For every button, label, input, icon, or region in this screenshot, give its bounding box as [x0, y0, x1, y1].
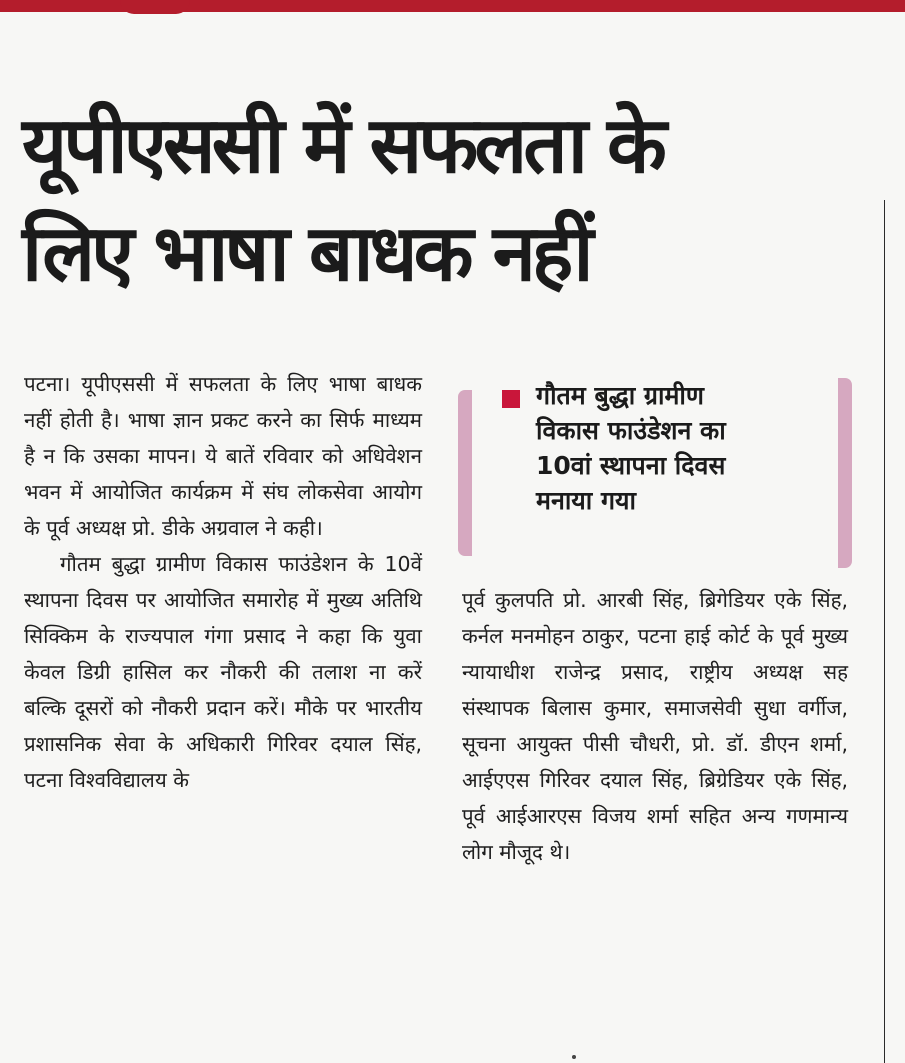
left-column [24, 366, 422, 798]
bullet-square-icon [502, 390, 520, 408]
headline-line-1: यूपीएससी में सफलता के [22, 101, 663, 191]
headline [22, 92, 862, 308]
callout-text [536, 378, 766, 518]
callout-line-4: मनाया गया [536, 486, 637, 515]
bottom-dot [572, 1055, 576, 1059]
callout-left-bar [458, 390, 472, 556]
callout-line-2: विकास फाउंडेशन का [536, 416, 726, 445]
headline-line-2: लिए भाषा बाधक नहीं [22, 209, 590, 299]
callout-box [458, 378, 852, 568]
callout-line-1: गौतम बुद्धा ग्रामीण [536, 381, 704, 410]
callout-right-bar [838, 378, 852, 568]
right-column [462, 582, 848, 870]
left-paragraph-1: पटना। यूपीएससी में सफलता के लिए भाषा बाधक नहीं होती है। भाषा ज्ञान प्रकट करने का सिर्फ माध्यम है न कि उसका मापन। ये बातें रविवार को अधिवेशन भवन में आयोजित कार्यक्रम में संघ लोकसेवा आयोग के पूर्व अध्यक्ष प्रो. डीके अग्रवाल ने कही। [24, 372, 423, 540]
callout-line-3: 10वां स्थापना दिवस [536, 451, 726, 480]
column-divider [884, 200, 885, 1063]
left-paragraph-2: गौतम बुद्धा ग्रामीण विकास फाउंडेशन के 10वें स्थापना दिवस पर आयोजित समारोह में मुख्य अतिथि सिक्किम के राज्यपाल गंगा प्रसाद ने कहा कि युवा केवल डिग्री हासिल कर नौकरी की तलाश ना करें बल्कि दूसरों को नौकरी प्रदान करें। मौके पर भारतीय प्रशासनिक सेवा के अधिकारी गिरिवर दयाल सिंह, पटना विश्वविद्यालय के [24, 552, 422, 792]
right-paragraph-1: पूर्व कुलपति प्रो. आरबी सिंह, ब्रिगेडियर एके सिंह, कर्नल मनमोहन ठाकुर, पटना हाई कोर्ट के पूर्व मुख्य न्यायाधीश राजेन्द्र प्रसाद, राष्ट्रीय अध्यक्ष सह संस्थापक बिलास कुमार, समाजसेवी सुधा वर्गीज, सूचना आयुक्त पीसी चौधरी, प्रो. डॉ. डीएन शर्मा, आईएएस गिरिवर दयाल सिंह, ब्रिग्रेडियर एके सिंह, पूर्व आईआरएस विजय शर्मा सहित अन्य गणमान्य लोग मौजूद थे। [462, 588, 848, 864]
masthead-logo-fragment [120, 0, 190, 14]
